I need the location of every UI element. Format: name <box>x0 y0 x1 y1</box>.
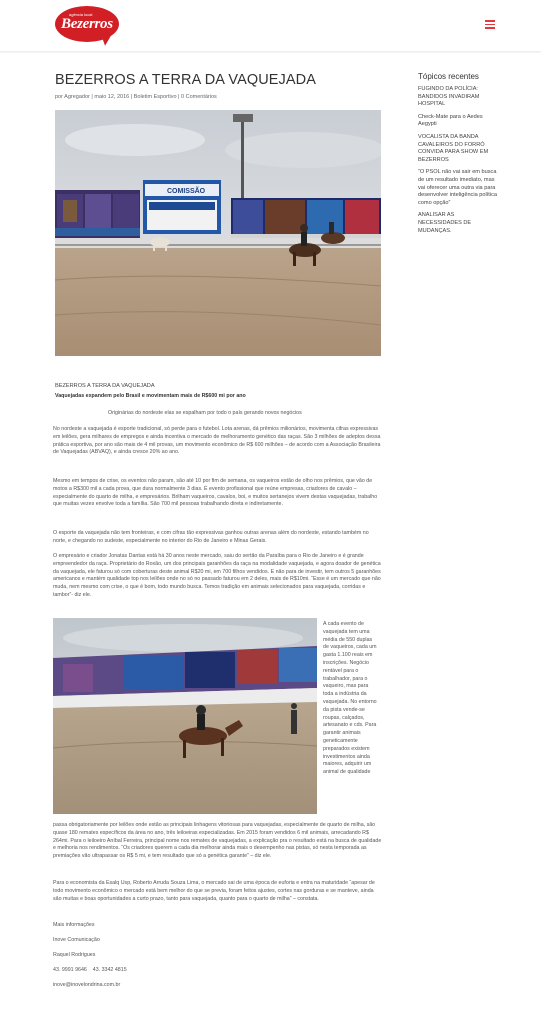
sidebar-recent-posts <box>418 72 498 240</box>
paragraph-4: O empresário e criador Jonatas Dantas está há 30 anos neste mercado, saiu do sertão da Paraíba para o Rio de Janeiro e é grande empreendedor da raça. Proprietário do Roxão, um dos principais garanhões da raça na modalidade vaquejada, e agora doador de genética da vaquejada, ele faturou só com coberturas deste animal R$20 mi, em 700 filhos vendidos. E não para de investir, tem outros 5 garanhões americanos e mantém qualidade top nos leilões onde no só no passado faturou em 2 deles, mais de R$10mi. “Esse é um mercado que não muda, nem mesmo com crise, o que é bom, todo mundo busca. Temos tradição em animais selecionados para vaquejada, corridas e tambor”- diz ele. <box>53 553 381 598</box>
sidebar-item-cavaleiros[interactable]: VOCALISTA DA BANDA CAVALEIROS DO FORRÓ CONVIDA PARA SHOW EM BEZERROS <box>418 133 489 163</box>
contact-phones: 43. 9991 9646 43. 3342 4815 <box>53 967 127 973</box>
paragraph-5-rest: passa obrigatoriamente por leilões onde estão as principais linhagens vitoriosas para vaquejadas, especialmente de quarto de milha, são quase 180 remates específicos da área no ano, três leiloeiras especializadas. Em 2015 foram vendidos 6 mil animais, arrecadando R$ 264mi. Para o leiloeiro Aníbal Ferreira, principal nome nos remates de vaquejadas, a explicação pra o resultado está na busca de qualidade e melhoria nos rendimentos. “Os criadores querem a cada dia melhorar ainda mais o desempenho nas pistas, só nesta temporada as premiações vão ultrapassar os R$ 5 mi, e tem resultado que só a genética garante” – diz ele. <box>53 822 382 860</box>
top-header <box>0 0 541 52</box>
arena-photo-graphic <box>55 110 381 356</box>
meta-separator: | <box>129 94 134 100</box>
contact-email[interactable]: inove@inovelondrina.com.br <box>53 982 121 988</box>
paragraph-3: O esporte da vaquejada não tem fronteiras, e com cifras tão expressivas ganhou outras arenas além do nordeste, estando também no norte, e chegando no sudeste, especialmente no interior do Rio de Janeiro e Minas Gerais. <box>53 530 369 544</box>
article-subhead: Originárias do nordeste elas se espalham por todo o país gerando novos negócios <box>108 410 302 416</box>
paragraph-5-side: A cada evento de vaquejada tem uma média de 550 duplas de vaqueiros, cada um gasta 1.100 reais em inscrições. Negócio rentável para o trabalhador, para o vaqueiro, mas para toda a indústria da vaquejada. No entorno da pista vende-se roupas, calçados, artesanato e cds. Para garantir animais geneticamente preparados existem investimentos ainda maiores, adquirir um animal de qualidade <box>323 621 377 776</box>
commission-sign-text: COMISSÃO <box>167 188 206 195</box>
logo-text: Bezerros <box>61 16 113 32</box>
sidebar-item-mudancas[interactable]: ANALISAR AS NECESSIDADES DE MUDANÇAS. <box>418 212 472 234</box>
article-headline: Vaquejadas expandem pelo Brasil e movimentam mais de R$600 mi por ano <box>55 393 246 399</box>
article-image-2 <box>53 618 317 814</box>
paragraph-1: No nordeste a vaquejada é esporte tradicional, só perde para o futebol. Lota arenas, dá prêmios milionários, movimenta cifras expressivas em leilões, gera milhares de empregos e ainda incentiva o mercado de melhoramento genético das raças. São 3 milhões de adeptos dessa prática esportiva, por ano são mais de 4 mil provas, um movimento econômico de R$ 600 milhões – de acordo com a Associação Brasileira de Vaquejadas (ABVAQ), e ainda cresce 20% ao ano. <box>53 426 381 456</box>
post-author-link[interactable]: por Agregador <box>55 94 90 100</box>
post-date: maio 12, 2016 <box>94 94 130 100</box>
vaquejada-photo-graphic <box>53 618 317 814</box>
logo-tagline: agência local <box>69 12 93 17</box>
contact-name: Raquel Rodrigues <box>53 952 96 958</box>
paragraph-2: Mesmo em tempos de crise, os eventos não param, são até 10 por fim de semana, os vaqueiros estão de olho nos prêmios, que vão de motos a R$300 mil a cada prova, que dura normalmente 3 dias. É evento profissional que reúne empresas, criadores de cavalo – especialmente do quarto de milha, e empresários. Brilham vaqueiros, cavalos, boi, e muitos sertanejos vivem destas vaquejadas, trabalho que muitas vezes envolve toda a família. São 700 mil pessoas trabalhando direta e indiretamente. <box>53 478 378 508</box>
sidebar-item-psol[interactable]: “O PSOL não vai sair em busca de um resultado imediato, mas vai oferecer uma outra via para desenvolver inteligência política como opção” <box>418 169 497 206</box>
meta-separator: | <box>176 94 182 100</box>
sidebar-item-aedes[interactable]: Check-Mate para o Aedes Aegypti <box>418 113 483 128</box>
post-comments-link[interactable]: 0 Comentários <box>181 94 217 100</box>
contact-company: Inove Comunicação <box>53 937 100 943</box>
post-category-link[interactable]: Boletim Esportivo <box>133 94 177 100</box>
sidebar-title: Tópicos recentes <box>418 72 479 81</box>
meta-separator: | <box>89 94 95 100</box>
post-meta <box>55 94 217 100</box>
hamburger-menu-icon[interactable] <box>485 20 495 29</box>
sidebar-item-bandidos[interactable]: FUGINDO DA POLÍCIA: BANDIDOS INVADIRAM HOSPITAL <box>418 86 480 108</box>
paragraph-6: Para o economista da Esalq Usp, Roberto Arruda Souza Lima, o mercado sai de uma época de euforia e entra na maturidade “apesar de todo movimento econômico o mercado está bem melhor do que se previa, foram feitos ajustes, cortes nas gorduras e se manteve, ainda são muitas e boas oportunidades a curto prazo, tanto para vaquejada, quanto para o quarto de milha” – constata. <box>53 880 375 902</box>
logo-bubble-tail <box>102 32 117 46</box>
post-title: BEZERROS A TERRA DA VAQUEJADA <box>55 72 317 88</box>
site-logo[interactable] <box>55 6 123 46</box>
article-kicker: BEZERROS A TERRA DA VAQUEJADA <box>55 383 155 389</box>
contact-heading: Mais informações <box>53 922 95 928</box>
featured-image <box>55 110 381 356</box>
